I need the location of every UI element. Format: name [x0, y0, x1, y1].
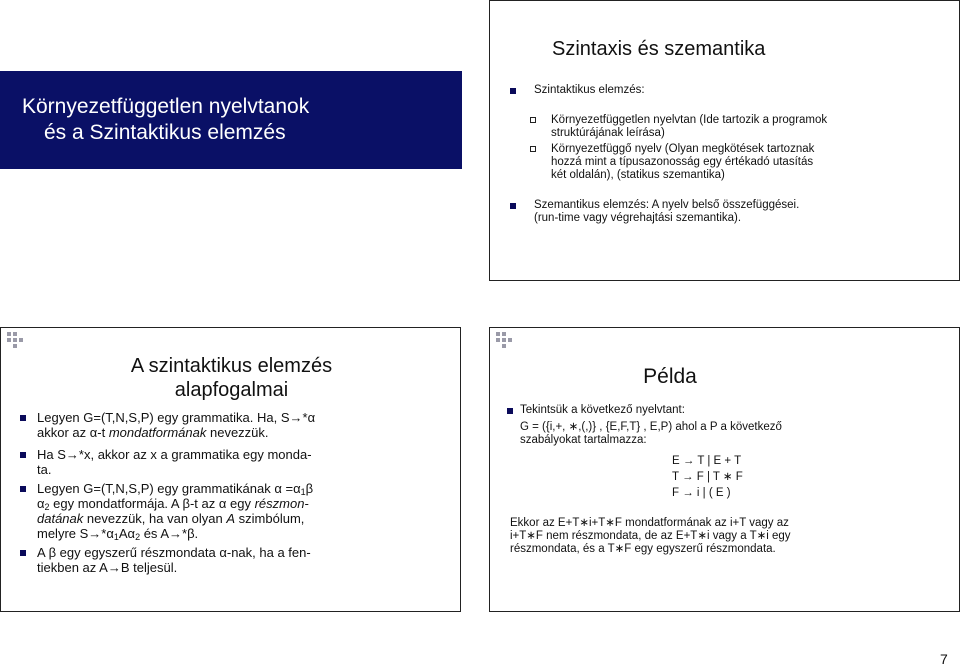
rule-3: F → i | ( E )	[672, 487, 731, 499]
slide-1-title	[22, 94, 442, 146]
checkbox-bullet-icon	[530, 117, 536, 123]
rule-1: E → T | E + T	[672, 455, 742, 467]
slide-3-title	[1, 354, 462, 402]
slide-3-title-line-1: A szintaktikus elemzés	[130, 355, 333, 377]
slide-3	[0, 327, 461, 612]
slide-1	[0, 0, 461, 281]
corner-decoration-icon	[496, 332, 516, 352]
subbullet-1-line-1: Környezetfüggetlen nyelvtan (Ide tartozik a programok	[551, 114, 828, 126]
bullet-square-icon	[507, 408, 513, 414]
slide-4	[489, 327, 960, 612]
slide-2-subbullet-1	[551, 114, 827, 140]
slide-3-para-4: A β egy egyszerű részmondata α-nak, ha a fen- tiekben az A→B teljesül.	[37, 545, 311, 575]
slide-3-para-2: Ha S→*x, akkor az x a grammatika egy monda- ta.	[37, 447, 312, 477]
slide-1-title-line-2: és a Szintaktikus elemzés	[44, 121, 286, 144]
slide-2-bullet-2	[534, 199, 799, 225]
slide-4-explanation: Ekkor az E+T∗i+T∗F mondatformának az i+T vagy az i+T∗F nem részmondata, de az E+T∗i vagy a T∗i egy részmondata, és a T∗F egy egyszerű részmondata.	[510, 517, 791, 555]
page-number: 7	[940, 651, 948, 667]
bullet-2-line-2: (run-time vagy végrehajtási szemantika).	[534, 212, 742, 224]
checkbox-bullet-icon	[530, 146, 536, 152]
bullet-square-icon	[20, 452, 26, 458]
slide-2-title: Szintaxis és szemantika	[552, 38, 766, 60]
subbullet-2-line-2: hozzá mint a típusazonosság egy értékadó utasítás	[551, 156, 814, 168]
slide-3-para-1: Legyen G=(T,N,S,P) egy grammatika. Ha, S→*α akkor az α-t mondatformának nevezzük.	[37, 410, 316, 440]
rule-2: T → F | T ∗ F	[672, 471, 743, 483]
slide-2	[489, 0, 960, 281]
subbullet-1-line-2: struktúrájának leírása)	[551, 127, 665, 139]
bullet-square-icon	[510, 88, 516, 94]
bullet-square-icon	[20, 486, 26, 492]
bullet-2-line-1: Szemantikus elemzés: A nyelv belső összefüggései.	[534, 199, 800, 211]
bullet-square-icon	[510, 203, 516, 209]
subbullet-2-line-1: Környezetfüggő nyelv (Olyan megkötések tartoznak	[551, 143, 815, 155]
slide-4-grammar: G = ({i,+, ∗,(,)} , {E,F,T} , E,P) ahol a P a következő szabályokat tartalmazza:	[520, 421, 782, 446]
bullet-square-icon	[20, 550, 26, 556]
slide-3-title-line-2: alapfogalmai	[174, 379, 289, 401]
slide-3-para-3: Legyen G=(T,N,S,P) egy grammatikának $\alpha =\alpha_1\beta$ $\alpha_2$ egy mondatformája. A β-t az α egy részmon- datának nevezzük, ha van olyan A szimbólum, melyre $S\to*\alpha_1A\alpha_2$ és A→*β.	[37, 481, 314, 542]
slide-2-subbullet-2	[551, 143, 814, 182]
slide-2-bullet-1: Szintaktikus elemzés:	[534, 84, 645, 96]
slide-4-rules	[672, 453, 743, 501]
corner-decoration-icon	[7, 332, 27, 352]
slide-4-bullet-1: Tekintsük a következő nyelvtant:	[520, 404, 685, 416]
bullet-square-icon	[20, 415, 26, 421]
subbullet-2-line-3: két oldalán), (statikus szemantika)	[551, 169, 725, 181]
slide-1-title-line-1: Környezetfüggetlen nyelvtanok	[22, 95, 310, 118]
slide-4-title: Példa	[643, 365, 697, 388]
